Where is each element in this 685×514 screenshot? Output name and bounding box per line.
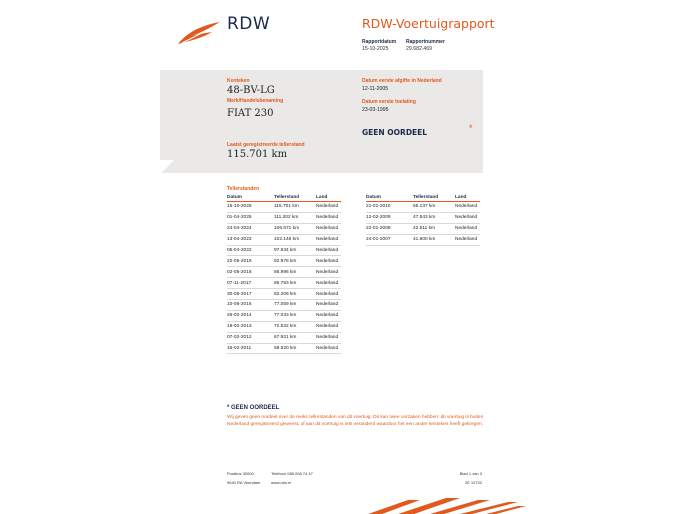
report-date-label: Rapportdatum (362, 39, 397, 45)
row-country: Nederland (316, 321, 341, 332)
logo-text: RDW (227, 14, 271, 34)
rdw-logo-icon (176, 20, 222, 46)
table-row (366, 223, 480, 234)
table-row (366, 212, 480, 223)
header-reading: Tellerstand (413, 193, 455, 202)
row-date: 16-02-2011 (227, 343, 274, 354)
table-row (227, 267, 341, 278)
row-country: Nederland (316, 278, 341, 289)
vehicle-summary-band (160, 70, 483, 173)
row-reading: 86.783 km (274, 278, 316, 289)
row-date: 24-01-2007 (366, 234, 413, 245)
table-row (227, 234, 341, 245)
row-reading: 97.634 km (274, 245, 316, 256)
row-date: 18-02-2013 (227, 321, 274, 332)
row-date: 21-01-2010 (366, 202, 413, 213)
row-country: Nederland (316, 343, 341, 354)
band-corner-cut (160, 160, 200, 174)
row-country: Nederland (316, 256, 341, 267)
header-date: Datum (227, 193, 274, 202)
row-date: 05-04-2022 (227, 245, 274, 256)
row-date: 22-01-2008 (366, 223, 413, 234)
row-reading: 86.996 km (274, 267, 316, 278)
model-label: Merk/Handelsbenaming (227, 98, 284, 104)
row-date: 13-04-2023 (227, 234, 274, 245)
row-reading: 41.800 km (413, 234, 455, 245)
row-country: Nederland (316, 267, 341, 278)
row-reading: 77.033 km (274, 310, 316, 321)
footer-code: 2E 10732 (464, 480, 482, 485)
row-country: Nederland (316, 202, 341, 213)
first-admission-value: 23-03-1995 (362, 107, 389, 113)
header-date: Datum (366, 193, 413, 202)
first-nl-label: Datum eerste afgifte in Nederland (362, 78, 442, 84)
row-reading: 115.701 km (274, 202, 316, 213)
table-row (227, 332, 341, 343)
row-date: 07-11-2017 (227, 278, 274, 289)
footer-address2: 9640 RA Veendam (227, 480, 261, 485)
row-date: 10-06-2016 (227, 300, 274, 311)
odometer-table-left (227, 193, 341, 354)
row-date: 12-02-2009 (366, 212, 413, 223)
table-row (227, 343, 341, 354)
row-country: Nederland (316, 223, 341, 234)
row-reading: 47.543 km (413, 212, 455, 223)
table-row (227, 278, 341, 289)
odometer-section-title: Tellerstanden (227, 186, 260, 192)
row-country: Nederland (316, 300, 341, 311)
header-reading: Tellerstand (274, 193, 316, 202)
row-reading: 92.978 km (274, 256, 316, 267)
note-title: * GEEN OORDEEL (227, 405, 280, 411)
first-admission-label: Datum eerste toelating (362, 99, 416, 105)
table-row (227, 212, 341, 223)
report-number-value: 29.682.469 (406, 46, 432, 52)
row-country: Nederland (455, 202, 480, 213)
row-country: Nederland (455, 212, 480, 223)
odometer-table-right (366, 193, 480, 246)
row-reading: 67.921 km (274, 332, 316, 343)
row-reading: 106.671 km (274, 223, 316, 234)
footer-stripes-icon (368, 496, 528, 514)
table-row (227, 223, 341, 234)
verdict-mark: * (469, 123, 473, 133)
plate-value: 48-BV-LG (227, 85, 275, 96)
row-reading: 72.532 km (274, 321, 316, 332)
row-country: Nederland (455, 223, 480, 234)
footer-website: www.rdw.nl (271, 480, 292, 485)
row-date: 07-02-2012 (227, 332, 274, 343)
header-country: Land (455, 193, 480, 202)
header-country: Land (316, 193, 341, 202)
table-row (227, 321, 341, 332)
model-value: FIAT 230 (227, 108, 274, 119)
report-date-value: 15-10-2025 (362, 46, 389, 52)
row-country: Nederland (316, 212, 341, 223)
table-row (227, 310, 341, 321)
first-nl-value: 12-11-2005 (362, 86, 389, 92)
report-title: RDW-Voertuigrapport (362, 16, 495, 31)
odometer-label: Laatst geregistreerde tellerstand (227, 142, 305, 148)
row-date: 22-05-2019 (227, 256, 274, 267)
note-text: Wij geven geen oordeel over de reeks tellerstanden van dit voertuig. Dit kan twee oorzaken hebben: dit voertuig is buiten Nederland geregistreerd geweest, of aan dit voertuig is iets veranderd waardoor het een ander kenteken heeft gekregen. (227, 415, 484, 428)
row-reading: 55.137 km (413, 202, 455, 213)
table-row (227, 300, 341, 311)
row-date: 15-10-2025 (227, 202, 274, 213)
row-date: 26-02-2014 (227, 310, 274, 321)
table-row (227, 202, 341, 213)
footer-address1: Postbus 30000 (227, 471, 254, 476)
row-reading: 77.059 km (274, 300, 316, 311)
odometer-value: 115.701 km (227, 149, 288, 160)
row-date: 30-05-2017 (227, 289, 274, 300)
row-reading: 59.520 km (274, 343, 316, 354)
row-country: Nederland (455, 234, 480, 245)
table-row (366, 202, 480, 213)
row-country: Nederland (316, 234, 341, 245)
footer-phone: Telefoon 088 008 74 47 (271, 471, 313, 476)
row-country: Nederland (316, 310, 341, 321)
row-reading: 42.511 km (413, 223, 455, 234)
table-row (227, 256, 341, 267)
row-reading: 111.202 km (274, 212, 316, 223)
row-country: Nederland (316, 332, 341, 343)
row-date: 24-04-2024 (227, 223, 274, 234)
row-date: 01-04-2025 (227, 212, 274, 223)
row-reading: 102.146 km (274, 234, 316, 245)
plate-label: Kenteken (227, 78, 250, 84)
row-country: Nederland (316, 245, 341, 256)
table-row (227, 245, 341, 256)
table-row (366, 234, 480, 245)
verdict-text: GEEN OORDEEL (362, 128, 428, 137)
footer-page: Blad 1 van 3 (459, 471, 482, 476)
row-country: Nederland (316, 289, 341, 300)
report-number-label: Rapportnummer (406, 39, 445, 45)
row-reading: 82.208 km (274, 289, 316, 300)
table-row (227, 289, 341, 300)
row-date: 02-05-2018 (227, 267, 274, 278)
